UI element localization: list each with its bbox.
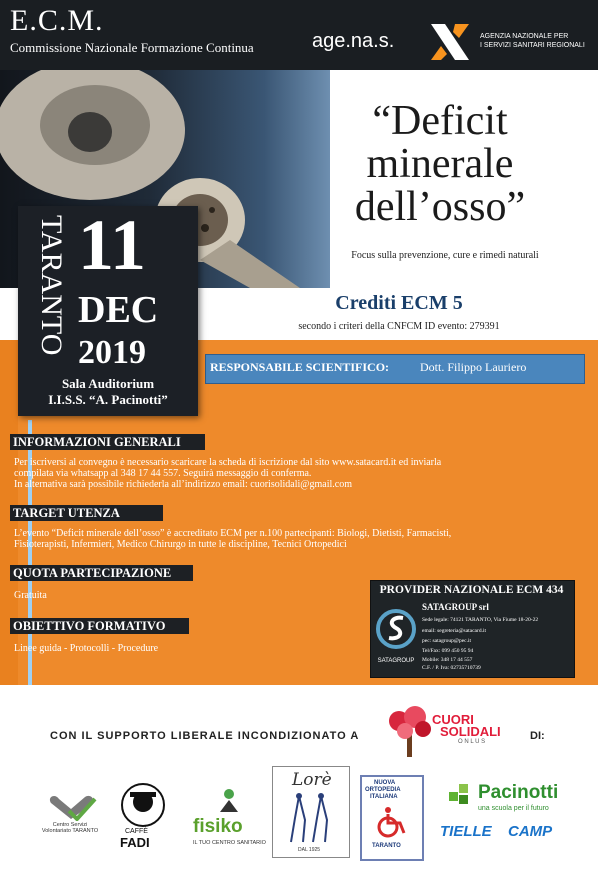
wheelchair-icon [370, 805, 410, 839]
quota-heading: QUOTA PARTECIPAZIONE [10, 565, 193, 581]
agenas-desc-2: I SERVIZI SANITARI REGIONALI [480, 42, 585, 49]
provider-mobile: Mobile: 348 17 44 557 [422, 657, 473, 663]
provider-title: PROVIDER NAZIONALE ECM 434 [379, 584, 564, 596]
venue-line-2: I.I.S.S. “A. Pacinotti” [48, 392, 168, 407]
ecm-subtitle: Commissione Nazionale Formazione Continua [10, 40, 254, 55]
credits-subtitle: secondo i criteri della CNFCM ID evento: 279391 [298, 321, 500, 332]
target-line-1: L’evento “Deficit minerale dell’osso” è accreditato ECM per n.100 partecipanti: Biologi, Dietisti, Farmacisti, [14, 528, 452, 539]
fisiko-sub: IL TUO CENTRO SANITARIO [193, 840, 266, 846]
caffe-text: CAFFÈ [125, 828, 148, 835]
info-line-2: compilata via whatsapp al 348 17 44 557. Seguirà messaggio di conferma. [14, 468, 312, 479]
pacinotti-sub: una scuola per il futuro [478, 805, 549, 812]
tielle-text: TIELLE [440, 823, 492, 840]
agenas-logo-text: age.na.s. [312, 30, 395, 52]
quota-line-1: Gratuita [14, 590, 47, 601]
provider-vat: C.F. / P. Iva: 02735710739 [422, 665, 481, 671]
noi-text-1: NUOVA [374, 780, 396, 786]
provider-pec: pec: satagroup@pec.it [422, 638, 472, 644]
satagroup-logo-icon [376, 602, 416, 657]
target-line-2: Fisioterapisti, Infermieri, Medico Chirurgo in tutte le discipline, Tecnici Ortopedici [14, 539, 347, 550]
ecm-title: E.C.M. [10, 4, 104, 37]
sponsor-di: DI: [530, 730, 545, 742]
agenas-x-icon [425, 20, 475, 64]
target-heading: TARGET UTENZA [10, 505, 163, 521]
title-line-1: “Deficit [372, 98, 508, 144]
noi-text-3: ITALIANA [370, 794, 398, 800]
title-line-2: minerale [366, 141, 514, 187]
credits-title: Crediti ECM 5 [335, 292, 463, 314]
fisiko-person-icon [217, 788, 241, 814]
info-line-3: In alternativa sarà possibile richiederla all’indirizzo email: cuorisolidali@gmail.com [14, 479, 352, 490]
venue-line-1: Sala Auditorium [61, 376, 155, 391]
city-label [30, 215, 70, 375]
fisiko-text: fisiko [193, 816, 243, 837]
title-line-3: dell’osso” [354, 184, 526, 230]
responsabile-name: Dott. Filippo Lauriero [420, 360, 527, 374]
fadi-text: FADI [120, 835, 150, 850]
provider-company: SATAGROUP srl [422, 602, 489, 612]
city-text: TARANTO [35, 215, 68, 356]
provider-telfax: Tel/Fax: 099 450 95 94 [422, 648, 474, 654]
csv-heart-icon [45, 795, 97, 821]
lore-text: Lorè [292, 770, 332, 790]
date-day: 11 [78, 205, 147, 285]
obiettivo-line-1: Linee guida - Protocolli - Procedure [14, 643, 159, 654]
pacinotti-text: Pacinotti [478, 782, 559, 803]
cuori-text-2: SOLIDALI [440, 724, 501, 739]
tree-heart-icon [385, 705, 435, 760]
pacinotti-cubes-icon [447, 780, 475, 808]
date-month: DEC [78, 289, 159, 331]
info-heading: INFORMAZIONI GENERALI [10, 434, 205, 450]
lore-figures-icon [285, 792, 337, 844]
agenas-desc-1: AGENZIA NAZIONALE PER [480, 33, 569, 40]
noi-text-4: TARANTO [372, 843, 401, 849]
lore-sub: DAL 1925 [298, 847, 321, 853]
csv-text: Centro Servizi Volontariato TARANTO [41, 822, 99, 834]
cuori-text-3: O N L U S [458, 739, 486, 745]
camp-text: CAMP [508, 823, 553, 840]
cuori-text-1: CUORI [432, 712, 474, 727]
obiettivo-heading: OBIETTIVO FORMATIVO [10, 618, 189, 634]
responsabile-label: RESPONSABILE SCIENTIFICO: [210, 360, 390, 374]
noi-text-2: ORTOPEDIA [365, 787, 401, 793]
caffe-fadi-logo-icon [120, 782, 166, 828]
provider-email: email: segreteria@satacard.it [422, 628, 487, 634]
title-subtitle: Focus sulla prevenzione, cure e rimedi naturali [351, 250, 539, 261]
provider-address: Sede legale: 74121 TARANTO, Via Fiume 18-20-22 [422, 617, 539, 623]
sponsor-text: CON IL SUPPORTO LIBERALE INCONDIZIONATO A [50, 730, 360, 742]
satagroup-logo-text: SATAGROUP [377, 658, 415, 664]
info-line-1: Per iscriversi al convegno è necessario scaricare la scheda di iscrizione dal sito www.satacard.it ed inviarla [14, 457, 442, 468]
date-year: 2019 [78, 334, 146, 371]
